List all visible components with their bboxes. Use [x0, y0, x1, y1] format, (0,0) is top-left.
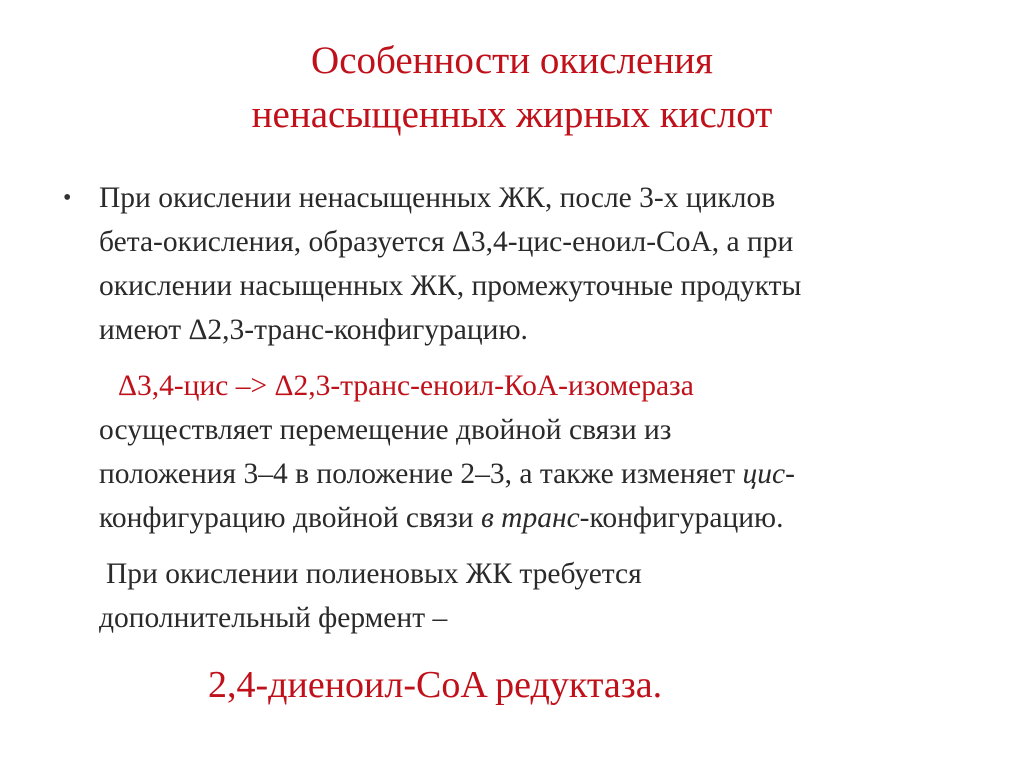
bullet-line-1: При окислении ненасыщенных ЖК, после 3-х циклов [99, 182, 776, 214]
polyene-line-1: При окислении полиеновых ЖК требуется [106, 558, 642, 590]
isomerase-name: Δ3,4-цис –> Δ2,3-транс-еноил-КоА-изомераза [118, 370, 694, 402]
isomerase-line-4-italic: в транс [480, 502, 580, 534]
isomerase-line-4-text: конфигурацию двойной связи [99, 502, 481, 534]
polyene-line-2: дополнительный фермент – [99, 602, 448, 634]
bullet-line-3: окислении насыщенных ЖК, промежуточные продукты [99, 270, 802, 302]
title-line-2: ненасыщенных жирных кислот [251, 93, 773, 136]
isomerase-line-3-italic: цис- [742, 458, 795, 490]
slide-title [0, 34, 1024, 142]
bullet-line-2: бета-окисления, образуется Δ3,4-цис-еноил-CoA, а при [99, 226, 794, 258]
isomerase-paragraph [63, 364, 993, 540]
polyene-paragraph [63, 552, 993, 640]
slide-body [63, 176, 993, 640]
bullet-line-4: имеют Δ2,3-транс-конфигурацию. [99, 314, 528, 346]
title-line-1: Особенности окисления [311, 39, 713, 82]
bullet-paragraph [63, 176, 993, 352]
isomerase-line-2: осуществляет перемещение двойной связи из [99, 414, 672, 446]
isomerase-line-3 [99, 452, 993, 496]
bullet-marker: • [63, 185, 72, 211]
isomerase-line-4-tail: -конфигурацию. [579, 502, 784, 534]
reductase-name: 2,4-диеноил-CoA редуктаза. [208, 664, 663, 706]
isomerase-line-3-text: положения 3–4 в положение 2–3, а также изменяет [99, 458, 743, 490]
isomerase-line-4 [99, 496, 993, 540]
